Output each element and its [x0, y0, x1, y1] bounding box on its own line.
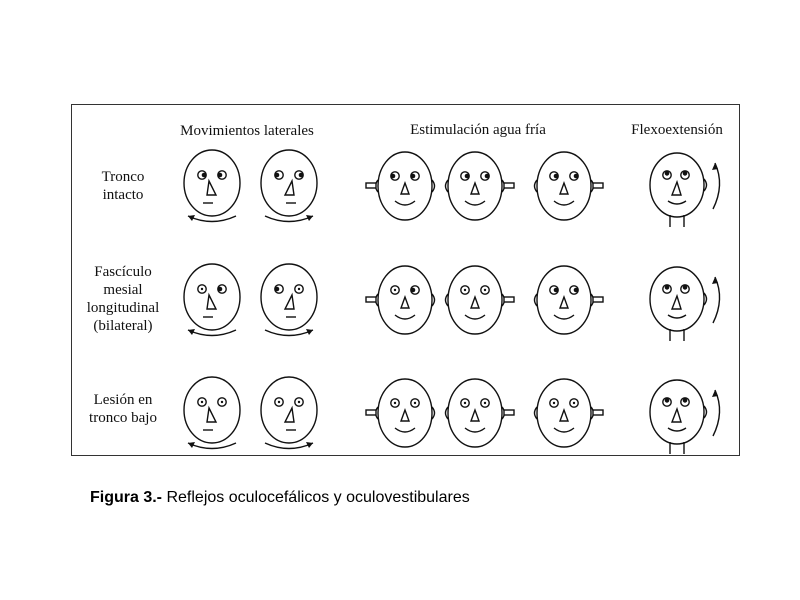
cold-face-3-intact-trunk-mouth: [554, 201, 574, 205]
cold-face-3-mlf-irrigation-tube: [593, 297, 603, 302]
flex-face-low-trunk: [650, 380, 720, 454]
cold-face-2-low-trunk: [446, 379, 515, 447]
cold-face-1-intact-trunk-nose: [401, 183, 409, 194]
header-lateral-movements: Movimientos laterales: [180, 123, 314, 139]
cold-face-3-mlf: [535, 266, 604, 334]
lateral-face-right-mlf: [261, 264, 317, 336]
cold-face-2-low-trunk-irrigation-tube: [504, 410, 514, 415]
lateral-face-right-low-trunk-turn-arrow: [265, 443, 313, 449]
flex-face-intact-trunk-head: [650, 153, 704, 217]
lateral-face-left-intact-trunk: [184, 150, 240, 222]
cold-face-3-intact-trunk-head: [537, 152, 591, 220]
lateral-face-left-mlf-right-eye-pupil: [218, 287, 223, 292]
cold-face-1-low-trunk-left-eye-pupil: [394, 402, 396, 404]
flex-face-low-trunk-nose: [672, 409, 681, 422]
lateral-face-right-mlf-left-eye-pupil: [275, 287, 280, 292]
cold-face-2-low-trunk-mouth: [465, 428, 485, 432]
cold-face-3-mlf-head: [537, 266, 591, 334]
cold-face-1-mlf-mouth: [395, 315, 415, 319]
cold-face-3-intact-trunk-left-eye-pupil: [554, 174, 559, 179]
faces-group: [184, 150, 720, 454]
cold-face-2-intact-trunk-head: [448, 152, 502, 220]
lateral-face-left-low-trunk: [184, 377, 240, 449]
row-label-mlf-line-1: Fascículo: [94, 264, 152, 280]
lateral-face-right-intact-trunk-turn-arrow: [265, 216, 313, 222]
flex-face-mlf-nose: [672, 296, 681, 309]
caption-label: Figura 3.-: [90, 489, 163, 506]
row-label-low-trunk-line-2: tronco bajo: [89, 410, 157, 426]
cold-face-1-mlf-head: [378, 266, 432, 334]
cold-face-2-mlf-head: [448, 266, 502, 334]
cold-face-1-mlf-left-eye-pupil: [394, 289, 396, 291]
cold-face-1-mlf: [366, 266, 435, 334]
flex-face-intact-trunk-mouth: [668, 201, 686, 204]
lateral-face-right-intact-trunk-head: [261, 150, 317, 216]
lateral-face-left-mlf-turn-arrow: [188, 330, 236, 336]
header-cold-water: Estimulación agua fría: [410, 122, 546, 138]
flex-face-low-trunk-mouth: [668, 428, 686, 431]
cold-face-1-intact-trunk-head: [378, 152, 432, 220]
lateral-face-left-low-trunk-right-eye-pupil: [221, 401, 223, 403]
cold-face-1-mlf-irrigation-tube: [366, 297, 376, 302]
cold-face-1-mlf-right-eye-pupil: [411, 288, 416, 293]
lateral-face-right-intact-trunk: [261, 150, 317, 222]
cold-face-1-intact-trunk-right-eye-pupil: [411, 174, 416, 179]
cold-face-2-mlf-left-eye-pupil: [464, 289, 466, 291]
cold-face-3-intact-trunk-irrigation-tube: [593, 183, 603, 188]
cold-face-3-low-trunk-nose: [560, 410, 568, 421]
lateral-face-left-mlf-nose: [207, 295, 216, 309]
cold-face-1-mlf-nose: [401, 297, 409, 308]
lateral-face-right-intact-trunk-nose: [285, 181, 294, 195]
lateral-face-left-low-trunk-nose: [207, 408, 216, 422]
lateral-face-left-intact-trunk-right-eye-pupil: [218, 173, 223, 178]
header-flexoextension: Flexoextensión: [631, 122, 723, 138]
cold-face-3-mlf-right-eye-pupil: [574, 288, 579, 293]
cold-face-1-intact-trunk-irrigation-tube: [366, 183, 376, 188]
cold-face-3-low-trunk: [535, 379, 604, 447]
flex-face-mlf-right-eye-pupil: [683, 285, 688, 290]
flex-face-low-trunk-left-eye-pupil: [665, 398, 670, 403]
cold-face-2-mlf-irrigation-tube: [504, 297, 514, 302]
lateral-face-left-mlf: [184, 264, 240, 336]
cold-face-3-intact-trunk-right-eye-pupil: [574, 174, 579, 179]
lateral-face-left-mlf-head: [184, 264, 240, 330]
cold-face-3-low-trunk-right-eye-pupil: [573, 402, 575, 404]
cold-face-3-mlf-mouth: [554, 315, 574, 319]
cold-face-2-mlf-right-eye-pupil: [484, 289, 486, 291]
flex-face-intact-trunk-left-eye-pupil: [665, 171, 670, 176]
flex-face-intact-trunk-flex-arrow: [713, 163, 720, 209]
cold-face-2-intact-trunk-nose: [471, 183, 479, 194]
lateral-face-right-intact-trunk-right-eye-pupil: [299, 173, 304, 178]
lateral-face-right-low-trunk-left-eye-pupil: [278, 401, 280, 403]
row-label-low-trunk-line-1: Lesión en: [93, 392, 153, 408]
cold-face-1-intact-trunk-mouth: [395, 201, 415, 205]
cold-face-2-mlf: [446, 266, 515, 334]
flex-face-low-trunk-head: [650, 380, 704, 444]
caption-text: Reflejos oculocefálicos y oculovestibulares: [162, 489, 470, 506]
lateral-face-right-mlf-turn-arrow: [265, 330, 313, 336]
cold-face-2-low-trunk-nose: [471, 410, 479, 421]
flex-face-mlf: [650, 267, 720, 341]
cold-face-2-intact-trunk: [446, 152, 515, 220]
cold-face-3-intact-trunk-nose: [560, 183, 568, 194]
lateral-face-right-mlf-nose: [285, 295, 294, 309]
cold-face-2-intact-trunk-mouth: [465, 201, 485, 205]
flex-face-low-trunk-right-eye-pupil: [683, 398, 688, 403]
lateral-face-right-intact-trunk-left-eye-pupil: [275, 173, 280, 178]
lateral-face-left-intact-trunk-left-eye-pupil: [202, 173, 207, 178]
cold-face-1-low-trunk: [366, 379, 435, 447]
cold-face-3-low-trunk-mouth: [554, 428, 574, 432]
cold-face-2-low-trunk-left-eye-pupil: [464, 402, 466, 404]
flex-face-mlf-left-eye-pupil: [665, 285, 670, 290]
lateral-face-left-intact-trunk-nose: [207, 181, 216, 195]
cold-face-3-low-trunk-head: [537, 379, 591, 447]
lateral-face-right-low-trunk: [261, 377, 317, 449]
cold-face-1-low-trunk-right-eye-pupil: [414, 402, 416, 404]
flex-face-mlf-flex-arrow: [713, 277, 720, 323]
cold-face-1-intact-trunk-left-eye-pupil: [391, 174, 396, 179]
row-label-mlf-line-2: mesial: [103, 282, 143, 298]
cold-face-1-intact-trunk: [366, 152, 435, 220]
lateral-face-left-mlf-left-eye-pupil: [201, 288, 203, 290]
cold-face-3-low-trunk-left-eye-pupil: [553, 402, 555, 404]
cold-face-2-mlf-nose: [471, 297, 479, 308]
flex-face-mlf-head: [650, 267, 704, 331]
lateral-face-right-mlf-right-eye-pupil: [298, 288, 300, 290]
cold-face-2-intact-trunk-right-eye-pupil: [485, 174, 490, 179]
lateral-face-right-low-trunk-head: [261, 377, 317, 443]
row-label-intact-trunk-line-2: intacto: [102, 187, 144, 203]
cold-face-3-low-trunk-irrigation-tube: [593, 410, 603, 415]
cold-face-1-low-trunk-irrigation-tube: [366, 410, 376, 415]
cold-face-1-low-trunk-nose: [401, 410, 409, 421]
lateral-face-right-low-trunk-right-eye-pupil: [298, 401, 300, 403]
cold-face-2-intact-trunk-irrigation-tube: [504, 183, 514, 188]
cold-face-3-mlf-nose: [560, 297, 568, 308]
row-label-mlf-line-3: longitudinal: [86, 300, 160, 316]
flex-face-intact-trunk-right-eye-pupil: [683, 171, 688, 176]
cold-face-1-low-trunk-mouth: [395, 428, 415, 432]
lateral-face-left-low-trunk-turn-arrow: [188, 443, 236, 449]
cold-face-1-low-trunk-head: [378, 379, 432, 447]
cold-face-2-mlf-mouth: [465, 315, 485, 319]
flex-face-mlf-mouth: [668, 315, 686, 318]
lateral-face-left-low-trunk-left-eye-pupil: [201, 401, 203, 403]
figure-caption: [90, 489, 470, 507]
cold-face-2-intact-trunk-left-eye-pupil: [465, 174, 470, 179]
flex-face-low-trunk-flex-arrow: [713, 390, 720, 436]
cold-face-2-low-trunk-right-eye-pupil: [484, 402, 486, 404]
flex-face-intact-trunk-nose: [672, 182, 681, 195]
flex-face-intact-trunk: [650, 153, 720, 227]
lateral-face-left-low-trunk-head: [184, 377, 240, 443]
cold-face-2-low-trunk-head: [448, 379, 502, 447]
lateral-face-right-low-trunk-nose: [285, 408, 294, 422]
row-label-intact-trunk-line-1: Tronco: [101, 169, 145, 185]
lateral-face-left-intact-trunk-head: [184, 150, 240, 216]
cold-face-3-intact-trunk: [535, 152, 604, 220]
row-label-mlf-line-4: (bilateral): [93, 318, 153, 334]
lateral-face-left-intact-trunk-turn-arrow: [188, 216, 236, 222]
lateral-face-right-mlf-head: [261, 264, 317, 330]
cold-face-3-mlf-left-eye-pupil: [554, 288, 559, 293]
